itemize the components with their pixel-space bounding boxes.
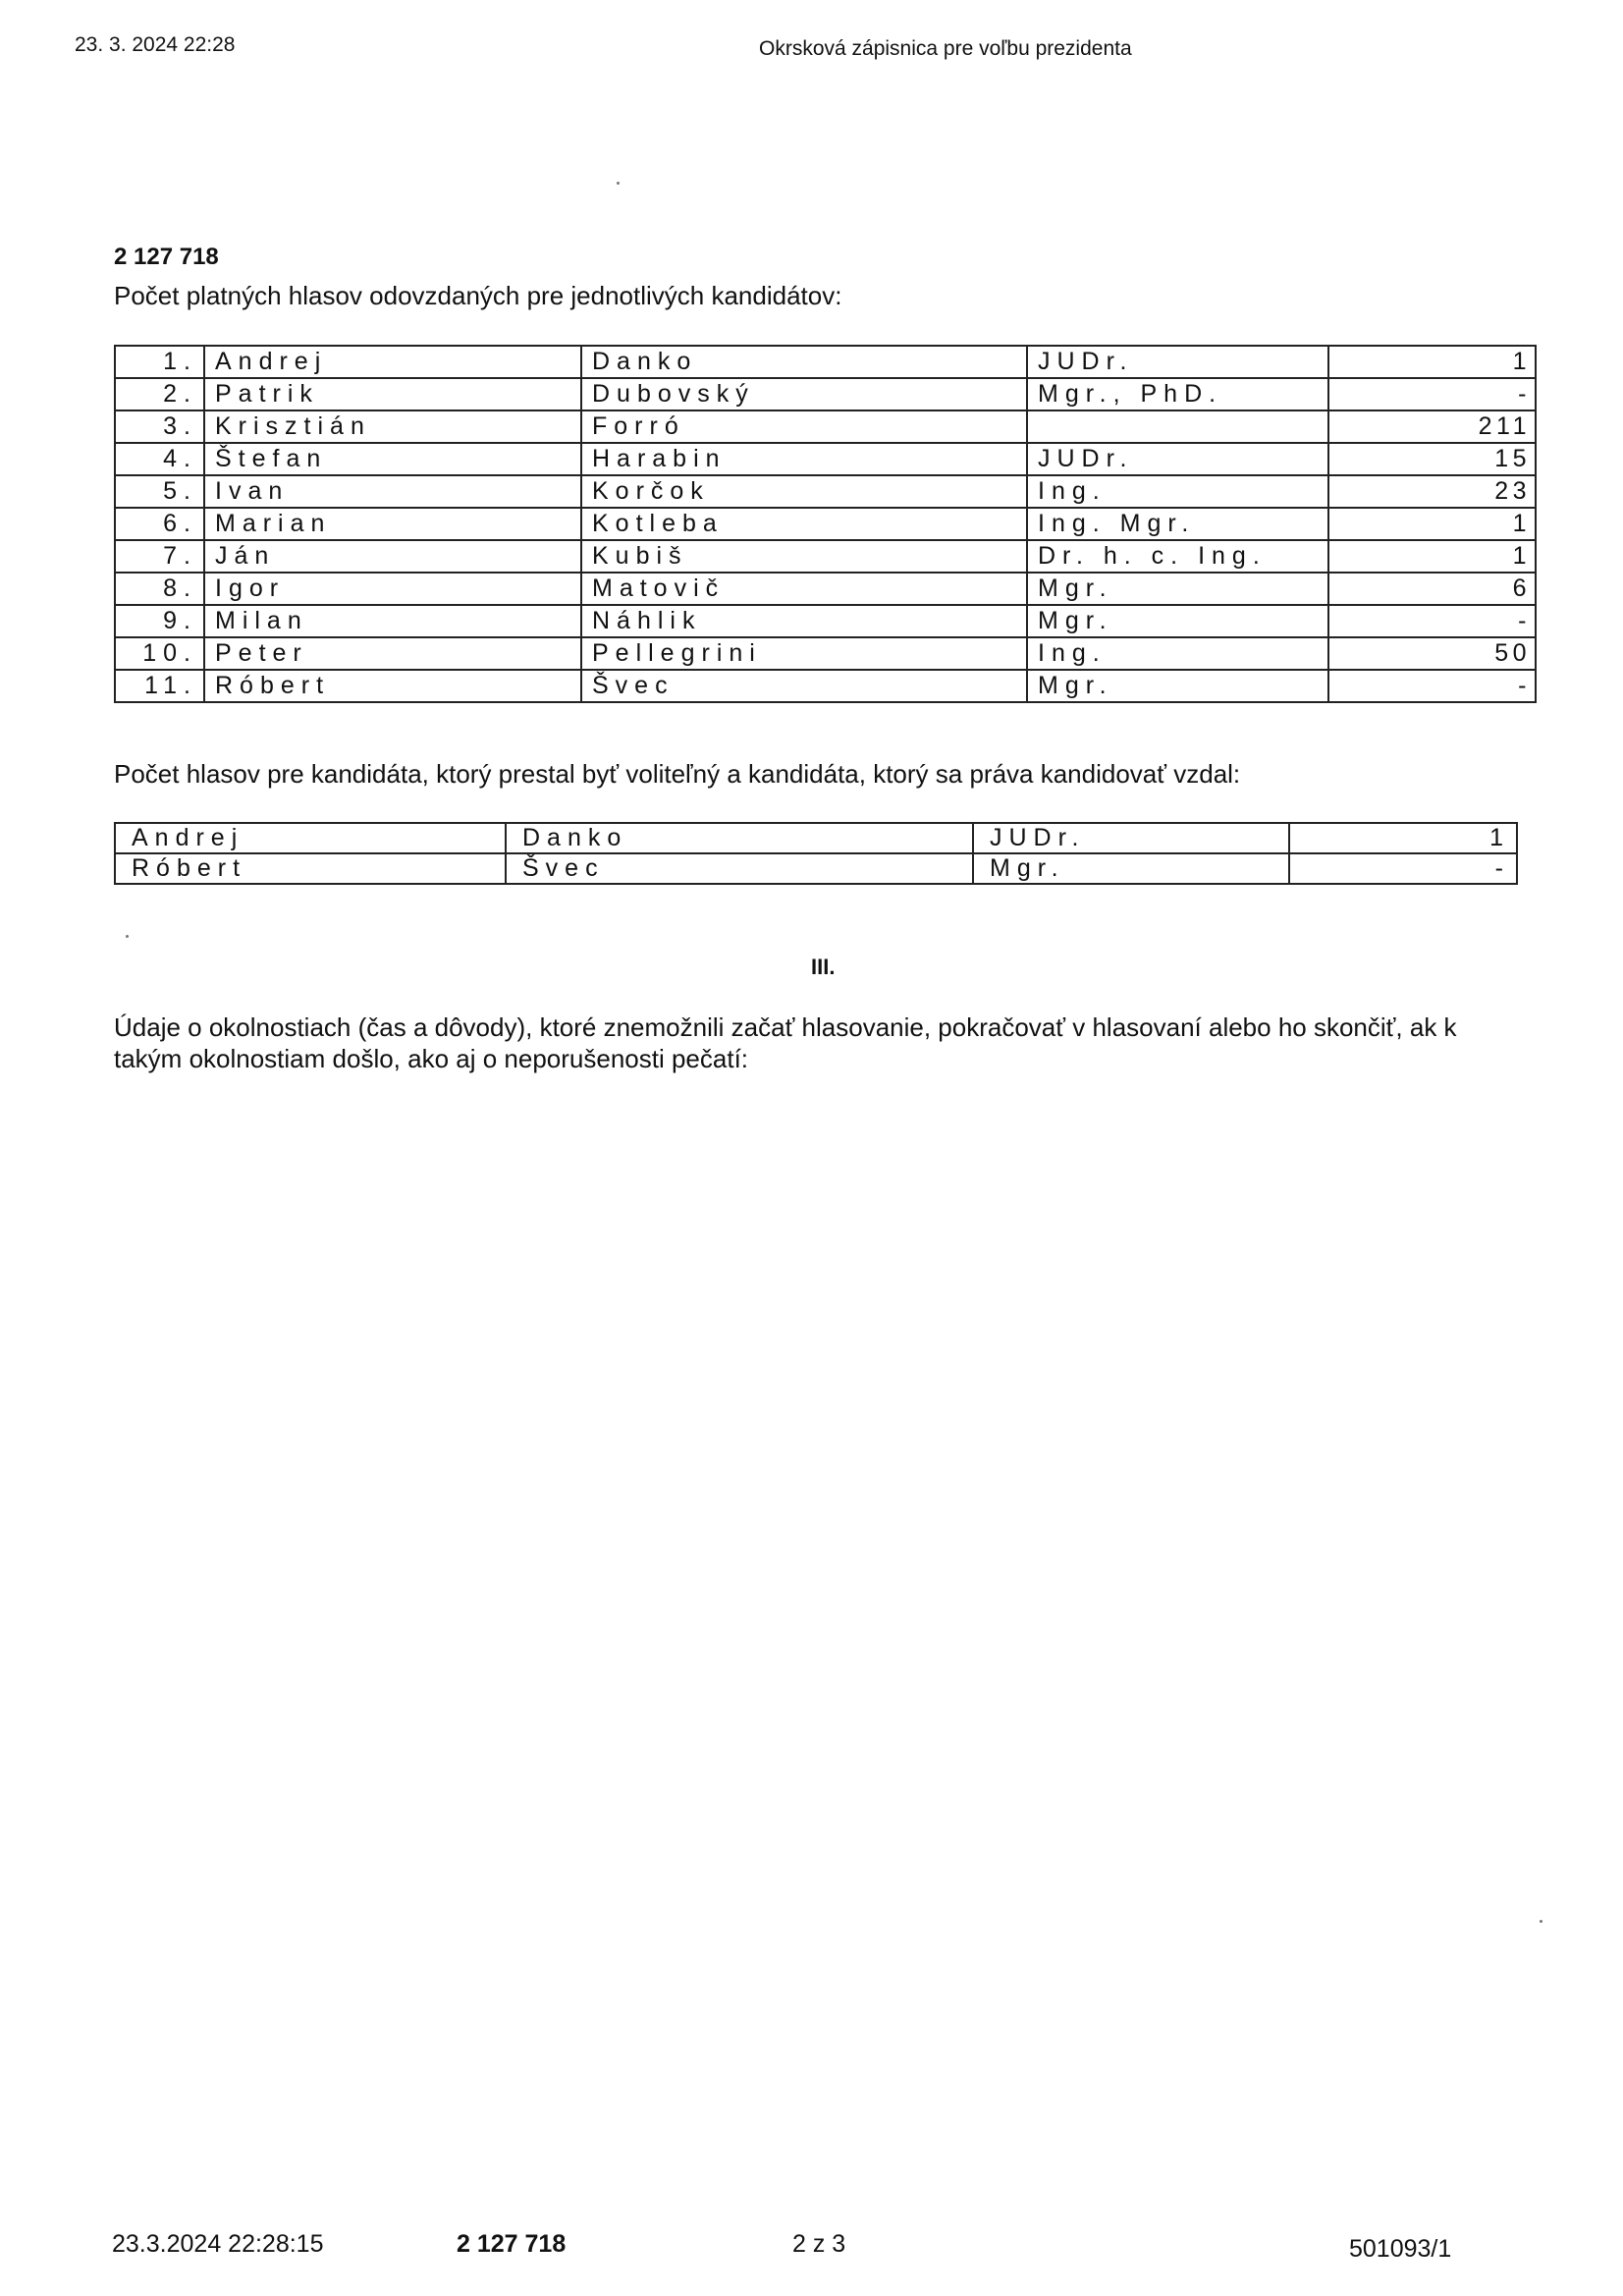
scan-speck xyxy=(126,935,129,938)
candidate-votes: 1 xyxy=(1328,540,1536,573)
valid-votes-heading: Počet platných hlasov odovzdaných pre jednotlivých kandidátov: xyxy=(114,281,842,310)
candidate-first-name: Andrej xyxy=(204,346,581,378)
candidate-votes: 23 xyxy=(1328,475,1536,508)
candidate-last-name: Kubiš xyxy=(581,540,1027,573)
candidate-last-name: Náhlik xyxy=(581,605,1027,637)
table-row xyxy=(115,573,1536,605)
candidate-title: JUDr. xyxy=(1027,346,1328,378)
candidate-votes: 1 xyxy=(1328,508,1536,540)
section-number: III. xyxy=(811,955,836,979)
table-row xyxy=(115,670,1536,702)
candidate-title: Mgr. xyxy=(1027,670,1328,702)
table-row xyxy=(115,410,1536,443)
scan-speck xyxy=(1540,1920,1542,1923)
table-row xyxy=(115,378,1536,410)
candidate-number: 3. xyxy=(115,410,204,443)
candidate-votes: 1 xyxy=(1289,823,1517,853)
table-row xyxy=(115,605,1536,637)
candidate-first-name: Róbert xyxy=(115,853,506,884)
candidates-table xyxy=(114,345,1537,703)
document-code: 2 127 718 xyxy=(114,244,219,270)
table-row xyxy=(115,853,1517,884)
footer-document-id: 501093/1 xyxy=(1349,2235,1452,2263)
candidate-title: Ing. Mgr. xyxy=(1027,508,1328,540)
candidate-first-name: Patrik xyxy=(204,378,581,410)
withdrawn-votes-heading: Počet hlasov pre kandidáta, ktorý prestal byť voliteľný a kandidáta, ktorý sa práva kandidovať vzdal: xyxy=(114,759,1241,789)
candidate-last-name: Korčok xyxy=(581,475,1027,508)
candidate-number: 4. xyxy=(115,443,204,475)
circumstances-paragraph: Údaje o okolnostiach (čas a dôvody), ktoré znemožnili začať hlasovanie, pokračovať v hlasovaní alebo ho skončiť, ak k takým okolnostiam došlo, ako aj o neporušenosti pečatí: xyxy=(114,1012,1457,1073)
page-number: 2 z 3 xyxy=(792,2230,846,2258)
table-row xyxy=(115,508,1536,540)
candidate-votes: 50 xyxy=(1328,637,1536,670)
print-datetime: 23. 3. 2024 22:28 xyxy=(75,33,236,56)
candidate-number: 7. xyxy=(115,540,204,573)
candidate-number: 6. xyxy=(115,508,204,540)
candidate-last-name: Danko xyxy=(581,346,1027,378)
candidate-last-name: Danko xyxy=(506,823,973,853)
candidate-last-name: Pellegrini xyxy=(581,637,1027,670)
candidate-number: 2. xyxy=(115,378,204,410)
candidate-title xyxy=(1027,410,1328,443)
footer-document-code: 2 127 718 xyxy=(457,2230,567,2258)
scan-speck xyxy=(617,182,620,185)
table-row xyxy=(115,823,1517,853)
candidate-votes: 211 xyxy=(1328,410,1536,443)
candidate-last-name: Harabin xyxy=(581,443,1027,475)
candidate-title: JUDr. xyxy=(973,823,1289,853)
candidate-first-name: Milan xyxy=(204,605,581,637)
candidate-number: 10. xyxy=(115,637,204,670)
candidate-votes: 15 xyxy=(1328,443,1536,475)
table-row xyxy=(115,637,1536,670)
candidate-title: Mgr., PhD. xyxy=(1027,378,1328,410)
candidate-last-name: Švec xyxy=(506,853,973,884)
table-row xyxy=(115,346,1536,378)
candidate-title: Ing. xyxy=(1027,637,1328,670)
candidate-number: 5. xyxy=(115,475,204,508)
candidate-last-name: Matovič xyxy=(581,573,1027,605)
candidate-last-name: Kotleba xyxy=(581,508,1027,540)
candidate-first-name: Igor xyxy=(204,573,581,605)
candidate-first-name: Štefan xyxy=(204,443,581,475)
candidate-number: 8. xyxy=(115,573,204,605)
table-row xyxy=(115,540,1536,573)
candidate-number: 11. xyxy=(115,670,204,702)
candidate-first-name: Andrej xyxy=(115,823,506,853)
candidate-title: Mgr. xyxy=(1027,605,1328,637)
footer-timestamp: 23.3.2024 22:28:15 xyxy=(112,2230,324,2258)
candidate-title: Dr. h. c. Ing. xyxy=(1027,540,1328,573)
document-header-title: Okrsková zápisnica pre voľbu prezidenta xyxy=(759,37,1132,60)
table-row xyxy=(115,443,1536,475)
candidate-votes: - xyxy=(1328,605,1536,637)
candidate-votes: - xyxy=(1328,670,1536,702)
candidate-number: 9. xyxy=(115,605,204,637)
candidate-first-name: Krisztián xyxy=(204,410,581,443)
candidate-last-name: Švec xyxy=(581,670,1027,702)
candidate-first-name: Marian xyxy=(204,508,581,540)
candidate-votes: - xyxy=(1289,853,1517,884)
candidate-first-name: Róbert xyxy=(204,670,581,702)
candidate-title: Ing. xyxy=(1027,475,1328,508)
candidate-title: JUDr. xyxy=(1027,443,1328,475)
withdrawn-candidates-table xyxy=(114,822,1518,885)
candidate-votes: 6 xyxy=(1328,573,1536,605)
table-row xyxy=(115,475,1536,508)
candidate-first-name: Ivan xyxy=(204,475,581,508)
candidate-votes: 1 xyxy=(1328,346,1536,378)
candidate-number: 1. xyxy=(115,346,204,378)
candidate-last-name: Dubovský xyxy=(581,378,1027,410)
candidate-first-name: Peter xyxy=(204,637,581,670)
candidate-votes: - xyxy=(1328,378,1536,410)
candidate-title: Mgr. xyxy=(1027,573,1328,605)
candidate-first-name: Ján xyxy=(204,540,581,573)
candidate-title: Mgr. xyxy=(973,853,1289,884)
candidate-last-name: Forró xyxy=(581,410,1027,443)
